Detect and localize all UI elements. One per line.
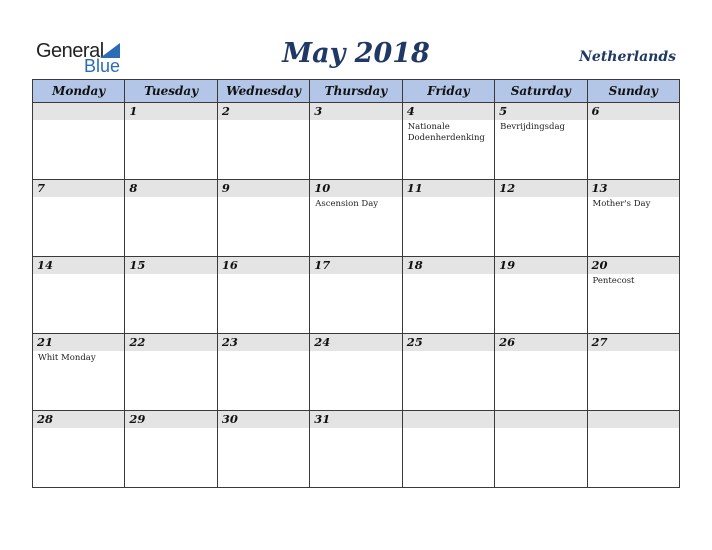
- day-number: 26: [495, 334, 586, 351]
- holiday-label: [125, 351, 216, 353]
- day-cell: [33, 411, 125, 488]
- day-cell: [495, 257, 587, 334]
- day-number: 7: [33, 180, 124, 197]
- holiday-label: Nationale Dodenherdenking: [407, 122, 485, 143]
- day-cell: [217, 411, 309, 488]
- weekday-header: Tuesday: [125, 80, 217, 103]
- day-number: 6: [588, 103, 679, 120]
- day-number: 12: [495, 180, 586, 197]
- day-cell: [495, 411, 587, 488]
- holiday-label: [588, 120, 679, 122]
- day-cell: [587, 334, 679, 411]
- holiday-label: Mother's Day: [592, 199, 651, 209]
- holiday-label: [495, 428, 586, 430]
- holiday-label: [588, 428, 679, 430]
- day-number: 3: [310, 103, 401, 120]
- day-number: 5: [495, 103, 586, 120]
- day-cell: [125, 334, 217, 411]
- day-cell: [587, 103, 679, 180]
- day-cell: [587, 180, 679, 257]
- week-row: [33, 411, 680, 488]
- day-cell: [310, 257, 402, 334]
- day-number: 8: [125, 180, 216, 197]
- weekday-header: Friday: [402, 80, 494, 103]
- holiday-label: [33, 120, 124, 122]
- day-number: 16: [218, 257, 309, 274]
- holiday-label: [495, 274, 586, 276]
- day-number: 21: [33, 334, 124, 351]
- holiday-label: [310, 274, 401, 276]
- day-cell: [495, 103, 587, 180]
- day-cell: [217, 334, 309, 411]
- day-cell: [125, 103, 217, 180]
- holiday-label: [310, 351, 401, 353]
- day-cell: [402, 180, 494, 257]
- holiday-label: [125, 274, 216, 276]
- day-number: 9: [218, 180, 309, 197]
- day-number: 14: [33, 257, 124, 274]
- holiday-label: Whit Monday: [38, 353, 96, 363]
- day-number: 2: [218, 103, 309, 120]
- holiday-label: [33, 274, 124, 276]
- day-number: 22: [125, 334, 216, 351]
- day-cell: [402, 103, 494, 180]
- holiday-label: [495, 197, 586, 199]
- week-row: [33, 103, 680, 180]
- day-cell: [125, 411, 217, 488]
- weekday-header: Thursday: [310, 80, 402, 103]
- day-number: 29: [125, 411, 216, 428]
- week-row: [33, 257, 680, 334]
- logo-text-blue: Blue: [84, 56, 121, 76]
- day-cell: [310, 180, 402, 257]
- day-number: [588, 411, 679, 428]
- holiday-label: Bevrijdingsdag: [500, 122, 565, 132]
- week-row: [33, 334, 680, 411]
- holiday-label: [403, 274, 494, 276]
- day-cell: [587, 411, 679, 488]
- holiday-label: [218, 197, 309, 199]
- day-cell: [402, 257, 494, 334]
- day-number: 20: [588, 257, 679, 274]
- day-number: 11: [403, 180, 494, 197]
- day-number: 23: [218, 334, 309, 351]
- day-cell: [217, 257, 309, 334]
- day-cell: [217, 103, 309, 180]
- day-number: 28: [33, 411, 124, 428]
- day-cell: [495, 334, 587, 411]
- logo-text-general: General: [36, 40, 104, 62]
- day-number: 27: [588, 334, 679, 351]
- day-number: 4: [403, 103, 494, 120]
- day-number: 18: [403, 257, 494, 274]
- day-cell: [402, 411, 494, 488]
- weekday-header: Monday: [33, 80, 125, 103]
- holiday-label: Pentecost: [592, 276, 635, 286]
- day-number: 24: [310, 334, 401, 351]
- weekday-header: Saturday: [495, 80, 587, 103]
- day-cell: [310, 103, 402, 180]
- holiday-label: [218, 428, 309, 430]
- holiday-label: [495, 351, 586, 353]
- day-number: 30: [218, 411, 309, 428]
- weekday-header-row: [33, 80, 680, 103]
- day-number: 13: [588, 180, 679, 197]
- month-calendar: [32, 79, 680, 488]
- holiday-label: [403, 197, 494, 199]
- day-cell: [33, 180, 125, 257]
- holiday-label: [310, 428, 401, 430]
- holiday-label: [33, 197, 124, 199]
- day-cell: [33, 334, 125, 411]
- holiday-label: [310, 120, 401, 122]
- weekday-header: Sunday: [587, 80, 679, 103]
- holiday-label: [125, 428, 216, 430]
- holiday-label: [403, 351, 494, 353]
- day-number: 19: [495, 257, 586, 274]
- holiday-label: [588, 351, 679, 353]
- day-number: 31: [310, 411, 401, 428]
- day-number: 15: [125, 257, 216, 274]
- day-number: 17: [310, 257, 401, 274]
- day-number: 1: [125, 103, 216, 120]
- day-cell: [310, 334, 402, 411]
- holiday-label: [125, 120, 216, 122]
- holiday-label: [403, 428, 494, 430]
- holiday-label: [218, 351, 309, 353]
- day-cell: [125, 257, 217, 334]
- country-label: Netherlands: [579, 49, 676, 65]
- day-cell: [495, 180, 587, 257]
- holiday-label: Ascension Day: [315, 199, 379, 209]
- holiday-label: [218, 274, 309, 276]
- day-cell: [402, 334, 494, 411]
- day-cell: [33, 103, 125, 180]
- page-title: May 2018: [282, 38, 430, 69]
- day-cell: [587, 257, 679, 334]
- day-number: [403, 411, 494, 428]
- day-cell: [310, 411, 402, 488]
- holiday-label: [33, 428, 124, 430]
- day-cell: [33, 257, 125, 334]
- week-row: [33, 180, 680, 257]
- weekday-header: Wednesday: [217, 80, 309, 103]
- day-cell: [217, 180, 309, 257]
- day-number: [495, 411, 586, 428]
- day-number: 10: [310, 180, 401, 197]
- day-number: 25: [403, 334, 494, 351]
- day-cell: [125, 180, 217, 257]
- holiday-label: [125, 197, 216, 199]
- day-number: [33, 103, 124, 120]
- holiday-label: [218, 120, 309, 122]
